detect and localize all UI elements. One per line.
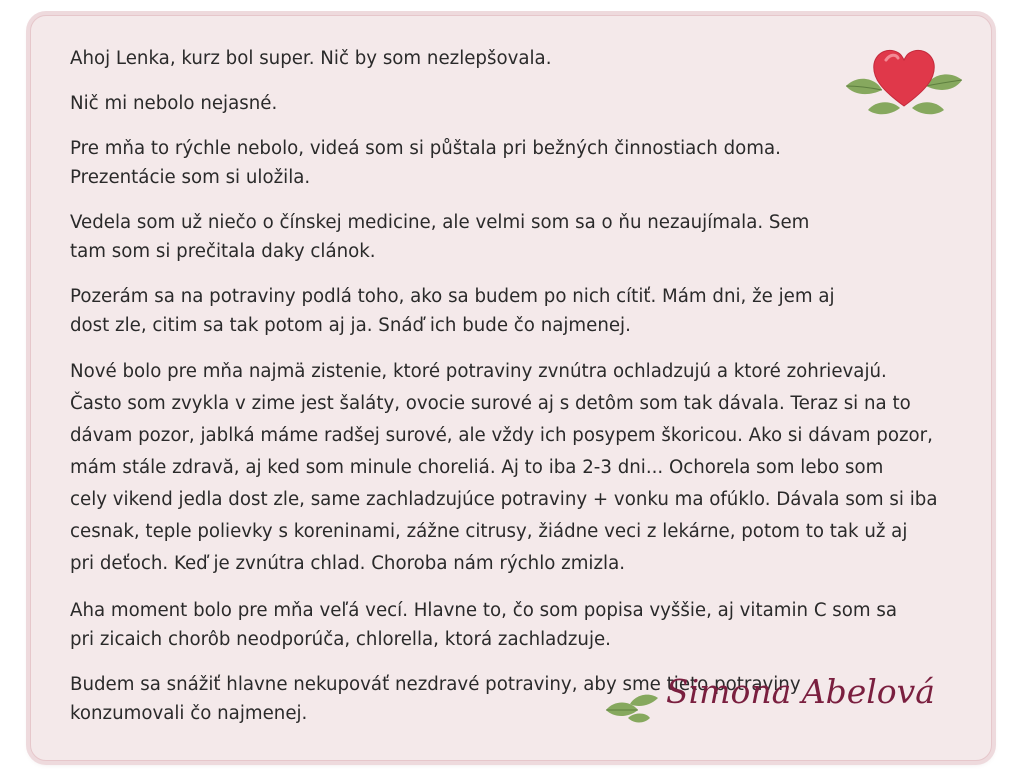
text-line: konzumovali čo najmenej. (70, 703, 308, 724)
paragraph (70, 596, 970, 654)
testimonial-body (70, 44, 970, 744)
text-line: Často som zvykla v zime jest šaláty, ovocie surové aj s detôm som tak dávala. Teraz si na to (70, 393, 911, 414)
text-line: Aha moment bolo pre mňa veľá vecí. Hlavne to, čo som popisa vyššie, aj vitamin C som sa (70, 600, 898, 621)
text-line: tam som si prečitala daky clánok. (70, 241, 376, 262)
text-line: cely vikend jedla dost zle, same zachladzujúce potraviny + vonku ma ofúklo. Dávala som si iba (70, 489, 938, 510)
text-line: dávam pozor, jablká máme radšej surové, ale vždy ich posypem škoricou. Ako si dávam pozor, (70, 425, 933, 446)
paragraph (70, 44, 970, 73)
text-line: Pozerám sa na potraviny podlá toho, ako sa budem po nich cítiť. Mám dni, že jem aj (70, 286, 835, 307)
signature: Simona Abelová (666, 672, 935, 711)
paragraph (70, 356, 970, 580)
text-line: pri zicaich chorôb neodporúča, chlorella, ktorá zachladzuje. (70, 629, 611, 650)
text-line: Prezentácie som si uložila. (70, 167, 311, 188)
paragraph (70, 208, 970, 266)
text-line: Nič mi nebolo nejasné. (70, 93, 278, 114)
leaf-icon (604, 690, 664, 724)
text-line: Vedela som už niečo o čínskej medicine, ale velmi som sa o ňu nezaujímala. Sem (70, 212, 810, 233)
paragraph (70, 134, 970, 192)
text-line: Nové bolo pre mňa najmä zistenie, ktoré potraviny zvnútra ochladzujú a ktoré zohrievajú. (70, 361, 887, 382)
text-line: Budem sa snážiť hlavne nekupováť nezdravé potraviny, aby sme tieto potraviny (70, 674, 801, 695)
text-line: pri deťoch. Keď je zvnútra chlad. Choroba nám rýchlo zmizla. (70, 553, 626, 574)
paragraph (70, 282, 970, 340)
text-line: cesnak, teple polievky s koreninami, zážne citrusy, žiádne veci z lekárne, potom to tak už aj (70, 521, 908, 542)
paragraph (70, 89, 970, 118)
text-line: Pre mňa to rýchle nebolo, videá som si půštala pri bežných činnostiach doma. (70, 138, 781, 159)
signature-block (604, 672, 964, 732)
text-line: mám stále zdravă, aj ked som minule choreliá. Aj to iba 2-3 dni... Ochorela som lebo som (70, 457, 884, 478)
text-line: dost zle, citim sa tak potom aj ja. Snáď ich bude čo najmenej. (70, 315, 631, 336)
text-line: Ahoj Lenka, kurz bol super. Nič by som nezlepšovala. (70, 48, 552, 69)
